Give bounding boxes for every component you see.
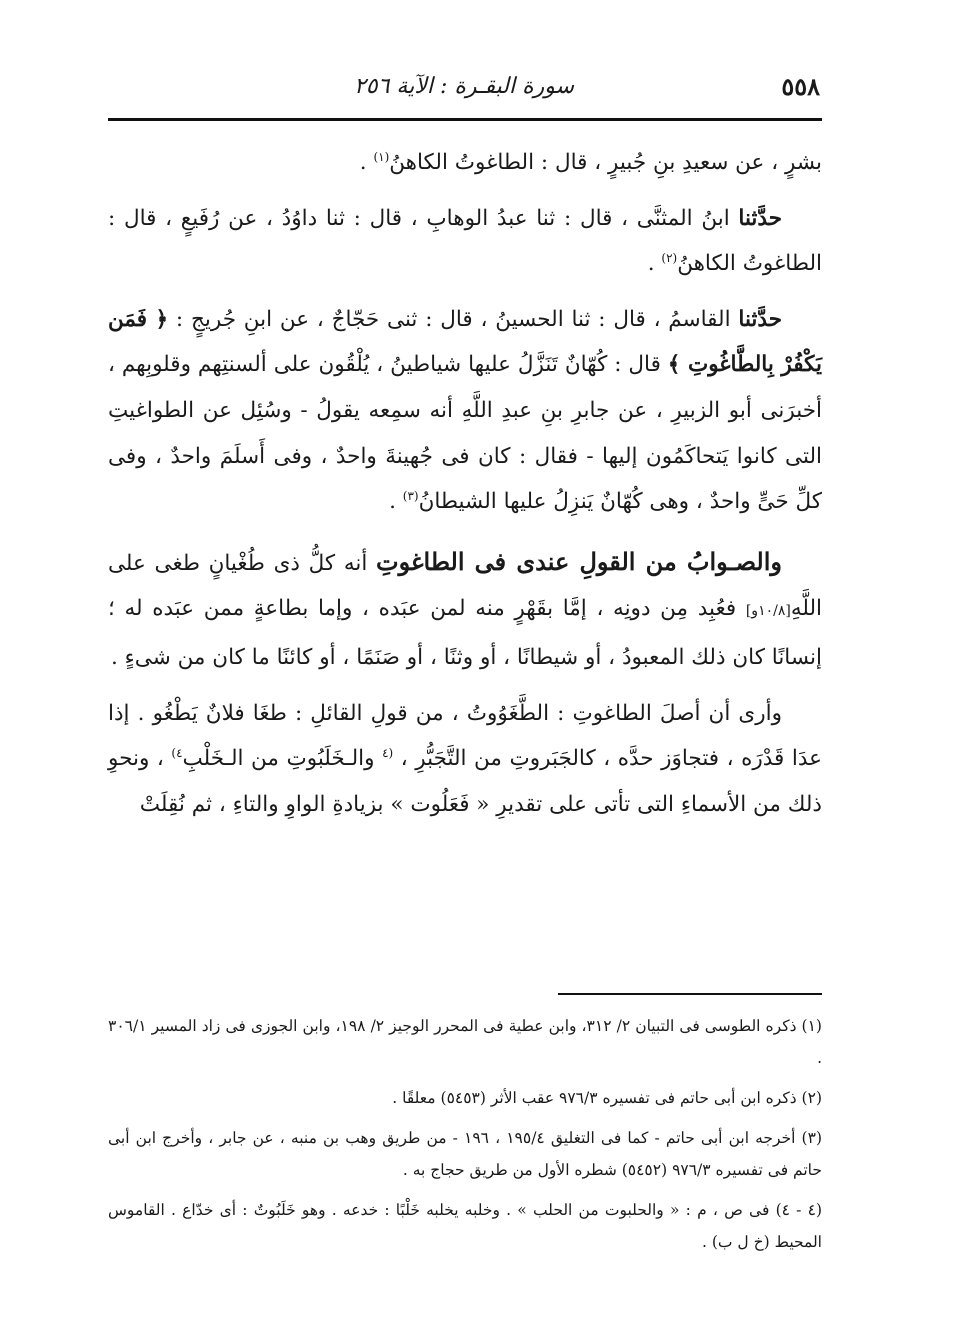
text: ، ونحوِ ذلك من الأسماءِ التى تأتى على تقديرِ « فَعَلُوت » بزيادةِ الواوِ والتاءِ ، ثم نُقِلَتْ xyxy=(108,746,822,817)
text: قال : كُهّانٌ تَنَزَّلُ عليها شياطينُ ، يُلْقُون على ألسنتِهم وقلوبِهم ، أخبرَنى أبو الزبيرِ ، عن جابرِ بنِ عبدِ اللَّهِ أنه سمِعه يقولُ - وسُئِل عن الطواغيتِ التى كانوا يَتحاكَمُون إليها - فقال : كان فى جُهينةَ واحدٌ ، وفى أَسلَمَ واحدٌ ، وفى كلِّ حَىٍّ واحدٌ ، وهى كُهّانٌ يَنزِلُ عليها الشيطانُ xyxy=(108,352,822,515)
footnote-ref-4-close: ٤) xyxy=(171,745,183,760)
footnotes xyxy=(108,1010,822,1258)
footnote-ref-1: (١) xyxy=(373,149,390,164)
paragraph-3 xyxy=(108,297,822,525)
text: أنه كلُّ ذى طُغْيانٍ طغى على اللَّهِ xyxy=(108,550,822,622)
text: . xyxy=(389,489,403,515)
header-rule xyxy=(108,118,822,121)
paragraph-4 xyxy=(108,539,822,681)
footnote-ref-4-open: (٤ xyxy=(382,745,394,760)
text: ابنُ المثنَّى ، قال : ثنا عبدُ الوهابِ ، قال : ثنا داوُدُ ، عن رُفَيعٍ ، قال : الطاغوتُ الكاهنُ xyxy=(108,205,822,277)
text: والـخَلَبُوتِ من الـخَلْبِ xyxy=(182,746,383,772)
text: فعُبِد مِن دونِه ، إمَّا بقَهْرٍ منه لمن عبَده ، وإما بطاعةٍ ممن عبَده له ؛ إنسانًا كان ذلك المعبودُ ، أو شيطانًا ، أو وثنًا ، أو صَنَمًا ، أو كائنًا ما كان من شىءٍ . xyxy=(108,596,822,670)
running-title: سورة البقـرة : الآية ٢٥٦ xyxy=(353,74,575,99)
manuscript-ref: [١٠/٨و] xyxy=(745,603,791,620)
author-opinion-lead: والصـوابُ من القولِ عندى فى الطاغوتِ xyxy=(375,546,782,576)
paragraph-2 xyxy=(108,196,822,287)
footnote-3: (٣) أخرجه ابن أبى حاتم - كما فى التغليق ١٩٥/٤ ، ١٩٦ - من طريق وهب بن منبه ، عن جابر ، وأخرج ابن أبى حاتم فى تفسيره ٩٧٦/٣ (٥٤٥٢) شطره الأول من طريق حجاج به . xyxy=(108,1129,822,1179)
paragraph-1 xyxy=(108,140,822,186)
page-number: ٥٥٨ xyxy=(781,72,820,101)
quran-quote: ﴿ فَمَن يَكْفُرْ بِالطَّاغُوتِ ﴾ xyxy=(108,306,822,378)
text: . xyxy=(359,150,374,175)
paragraph-5 xyxy=(108,691,822,828)
footnote-ref-2: (٢) xyxy=(661,251,678,266)
text: . xyxy=(647,251,662,277)
footnote-2: (٢) ذكره ابن أبى حاتم فى تفسيره ٩٧٦/٣ عقب الأثر (٥٤٥٣) معلقًا . xyxy=(392,1089,822,1107)
main-text xyxy=(108,140,822,827)
isnad-lead: حدَّثنا xyxy=(738,306,782,332)
text: بشرٍ ، عن سعيدِ بنِ جُبيرٍ ، قال : الطاغوتُ الكاهنُ xyxy=(389,150,822,175)
isnad-lead: حدَّثنا xyxy=(738,205,782,231)
page-header xyxy=(108,64,820,112)
footnote-rule xyxy=(558,993,822,995)
footnote-1: (١) ذكره الطوسى فى التبيان ٢/ ٣١٢، وابن عطية فى المحرر الوجيز ٢/ ١٩٨، وابن الجوزى فى زاد المسير ٣٠٦/١ . xyxy=(108,1017,822,1067)
footnote-4: (٤ - ٤) فى ص ، م : « والحلبوت من الحلب » . وخلبه يخلبه خَلْبًا : خدعه . وهو خَلَبُوتٌ : أى خدّاع . القاموس المحيط (خ ل ب) . xyxy=(108,1201,823,1251)
text: القاسمُ ، قال : ثنا الحسينُ ، قال : ثنى حَجّاجٌ ، عن ابنِ جُريجٍ : xyxy=(168,306,739,332)
footnote-ref-3: (٣) xyxy=(402,489,419,503)
text: وأرى أن أصلَ الطاغوتِ : الطَّغَوُوتُ ، من قولِ القائلِ : طغَا فلانٌ يَطْغُو . إذا عدَا قَدْرَه ، فتجاوَز حدَّه ، كالجَبَروتِ من التَّجَبُّرِ ، xyxy=(108,700,822,772)
